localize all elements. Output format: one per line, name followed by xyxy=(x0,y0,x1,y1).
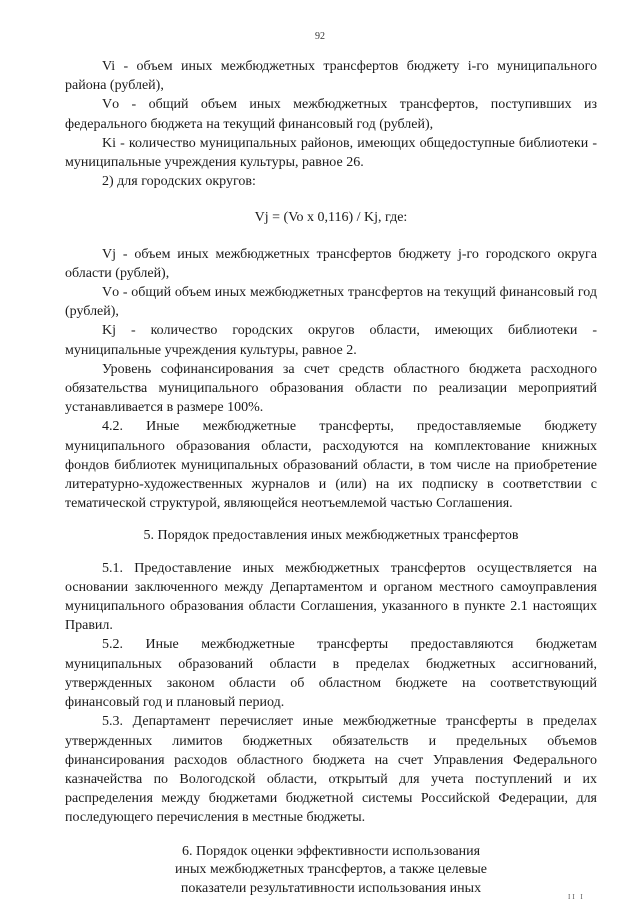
paragraph: Ki - количество муниципальных районов, имеющих общедоступные библиотеки - муниципальные учреждения культуры, равное 26. xyxy=(65,135,597,171)
paragraph: 5.2. Иные межбюджетные трансферты предоставляются бюджетам муниципальных образований области в пределах бюджетных ассигнований, утвержденных законом области об областном бюджете на соответствующий финансовый год и плановый период. xyxy=(65,637,597,711)
page-number: 92 xyxy=(315,31,325,42)
paragraph: 4.2. Иные межбюджетные трансферты, предоставляемые бюджету муниципального образования области, расходуются на комплектование книжных фондов библиотек муниципальных образований области, в том числе на приобретение литературно-художественных журналов и (или) на их подписку в соответствии с тематической структурой, являющейся неотъемлемой частью Соглашения. xyxy=(65,419,597,512)
paragraph: Vо - общий объем иных межбюджетных трансфертов на текущий финансовый год (рублей), xyxy=(65,285,597,320)
paragraph: 2) для городских округов: xyxy=(102,174,256,190)
paragraph: Kj - количество городских округов области, имеющих библиотеки - муниципальные учреждения культуры, равное 2. xyxy=(65,323,597,358)
paragraph: 5.1. Предоставление иных межбюджетных трансфертов осуществляется на основании заключенного между Департаментом и органом местного самоуправления муниципального образования области Соглашения, указанного в пункте 2.1 настоящих Правил. xyxy=(65,560,597,634)
formula: Vj = (Vo x 0,116) / Kj, где: xyxy=(254,210,408,226)
paragraph: 5.3. Департамент перечисляет иные межбюджетные трансферты в пределах утвержденных лимитов бюджетных обязательств и предельных объемов финансирования расходов областного бюджета на счет Управления Федерального казначейства по Вологодской области, открытый для учета поступлений и их распределения между бюджетами бюджетной системы Российской Федерации, для последующего перечисления в местные бюджеты. xyxy=(65,714,597,826)
heading-line: 6. Порядок оценки эффективности использования xyxy=(181,843,481,859)
heading-line: показатели результативности использования иных xyxy=(180,880,482,896)
footer-mark: II I xyxy=(568,893,585,901)
paragraph: Vi - объем иных межбюджетных трансфертов бюджету i-го муниципального района (рублей), xyxy=(65,59,597,94)
heading-line: иных межбюджетных трансфертов, а также целевые xyxy=(174,862,488,878)
paragraph: Vj - объем иных межбюджетных трансфертов бюджету j-го городского округа области (рублей), xyxy=(65,246,597,281)
document-body xyxy=(65,57,597,898)
paragraph: Vо - общий объем иных межбюджетных трансфертов, поступивших из федерального бюджета на текущий финансовый год (рублей), xyxy=(65,97,597,132)
section-heading-6 xyxy=(65,843,597,899)
paragraph: Уровень софинансирования за счет средств областного бюджета расходного обязательства муниципального образования области по реализации мероприятий устанавливается в размере 100%. xyxy=(65,361,597,416)
section-heading-5: 5. Порядок предоставления иных межбюджетных трансфертов xyxy=(143,528,519,544)
